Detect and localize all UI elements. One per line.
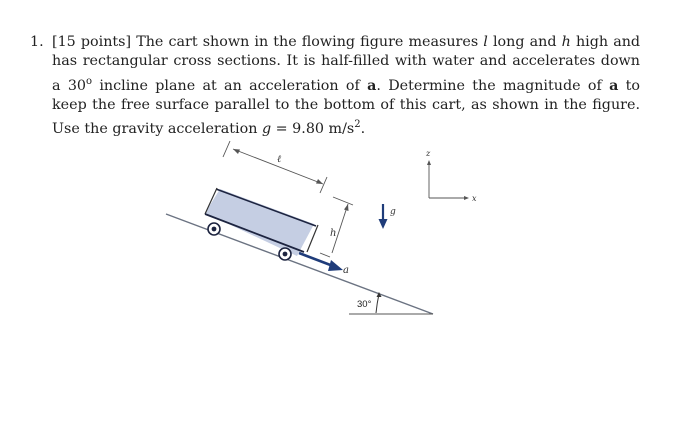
- label-a: a: [343, 265, 349, 276]
- coordinate-axes: [427, 160, 469, 200]
- wheel-right: [279, 248, 291, 260]
- text-8: .: [360, 121, 366, 138]
- var-h: h: [561, 34, 571, 50]
- water-fill: [205, 189, 314, 256]
- var-g: g: [261, 121, 272, 138]
- label-h: h: [330, 228, 337, 239]
- gravity-arrowhead: [379, 219, 388, 229]
- text-2: long and: [492, 34, 557, 50]
- text-4: incline plane at an acceleration of: [99, 77, 360, 94]
- var-l: l: [483, 34, 488, 50]
- text-3: high and has rectangular cross sections. It is half-filled with water and accelerates down a 30: [52, 34, 641, 94]
- label-l: ℓ: [277, 154, 282, 165]
- acceleration-arrow: [299, 253, 333, 266]
- var-a: a: [367, 77, 377, 94]
- acceleration-arrowhead: [328, 260, 343, 271]
- text-5: . Determine the magnitude of: [376, 77, 602, 94]
- points: [15 points]: [52, 34, 132, 50]
- label-x: x: [472, 194, 477, 203]
- problem-number: 1.: [30, 34, 44, 50]
- wheel-left: [208, 223, 220, 235]
- var-a-2: a: [609, 77, 619, 94]
- label-z: z: [426, 149, 431, 158]
- height-dimension: [320, 197, 353, 257]
- squared-sup: 2: [354, 119, 361, 131]
- text-6: to keep the free surface parallel to the bottom of this cart, as shown in the figure. Use the gravity acceleration: [52, 77, 641, 138]
- text-7: = 9.80 m/s: [275, 121, 355, 138]
- degree-sup: o: [86, 75, 93, 87]
- length-dimension: [223, 141, 327, 193]
- label-g: g: [390, 207, 396, 217]
- text-1: The cart shown in the flowing figure measures: [136, 34, 479, 50]
- angle-label: 30°: [357, 299, 372, 310]
